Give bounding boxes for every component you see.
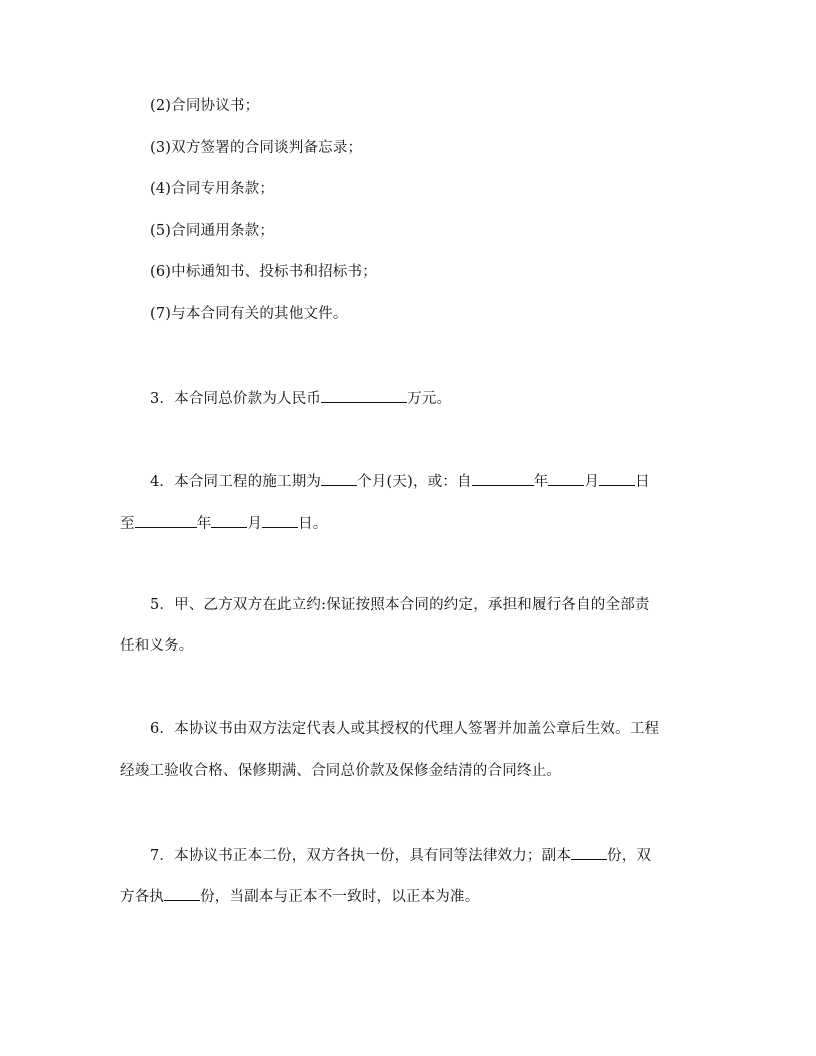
list-item: (5)合同通用条款； [150,223,275,239]
clause-3-suffix: 万元。 [407,391,452,407]
copies-blank [571,844,607,860]
each-copies-blank [164,885,200,901]
clause-6-line-2: 经竣工验收合格、保修期满、合同总价款及保修金结清的合同终止。 [120,763,561,779]
amount-blank [321,387,407,403]
clause-5-line-2: 任和义务。 [120,638,194,654]
list-item: (2)合同协议书； [150,98,260,114]
clause-4-line-2 [120,512,700,534]
clause-5-line-1: 5．甲、乙方双方在此立约:保证按照本合同的约定，承担和履行各自的全部责 [150,597,650,613]
clause-7-text: 7．本协议书正本二份，双方各执一份，具有同等法律效力；副本 [150,848,572,864]
clause-7-text: 份，当副本与正本不一致时，以正本为准。 [200,889,480,905]
clause-3 [150,387,730,409]
start-year-blank [472,470,534,486]
start-day-blank [599,470,635,486]
list-item: (6)中标通知书、投标书和招标书； [150,264,377,280]
end-year-blank [135,512,197,528]
year-label: 年 [196,516,212,532]
start-month-blank [548,470,584,486]
month-label: 月 [247,516,263,532]
year-label: 年 [533,474,549,490]
end-day-blank [262,512,298,528]
clause-4-line-1 [150,470,730,492]
clause-4-text: 4．本合同工程的施工期为 [150,474,322,490]
clause-7-line-1 [150,844,730,866]
clause-4-text: 至 [120,516,135,532]
clause-7-line-2 [120,885,700,907]
clause-7-text: 份，双 [607,848,652,864]
clause-7-text: 方各执 [120,889,165,905]
end-month-blank [211,512,247,528]
day-label: 日 [635,474,650,490]
list-item: (4)合同专用条款； [150,181,275,197]
list-item: (7)与本合同有关的其他文件。 [150,306,348,322]
clause-6-line-1: 6．本协议书由双方法定代表人或其授权的代理人签署并加盖公章后生效。工程 [150,721,660,737]
period-blank [321,470,357,486]
clause-4-text: 个月(天)，或：自 [357,474,472,490]
day-label: 日。 [298,516,328,532]
list-item: (3)双方签署的合同谈判备忘录； [150,140,363,156]
clause-3-prefix: 3．本合同总价款为人民币 [150,391,322,407]
month-label: 月 [584,474,600,490]
